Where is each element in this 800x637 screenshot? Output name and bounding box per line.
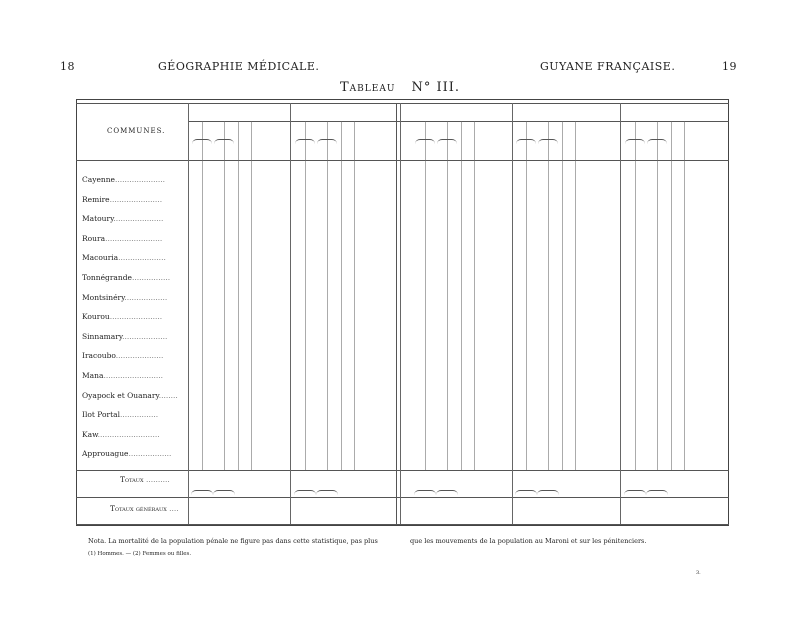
row-label <box>82 214 163 223</box>
nota-line-1a: Nota. La mortalité de la population pénale ne figure pas dans cette statistique, pas plus <box>88 537 378 545</box>
deces-brace <box>538 139 558 144</box>
communes-header: COMMUNES. <box>107 127 166 135</box>
leader-dots: ......................... <box>103 371 164 380</box>
sub-divider <box>684 121 685 470</box>
sub-divider <box>341 121 342 470</box>
total-brace <box>646 490 668 495</box>
row-label <box>82 312 162 321</box>
fold-rule <box>396 103 397 524</box>
row-label <box>82 253 166 262</box>
leader-dots: ...................... <box>109 312 163 322</box>
sub-divider <box>575 121 576 470</box>
footer-mark: 3. <box>696 570 701 576</box>
naissances-brace <box>192 139 212 144</box>
sub-divider <box>202 121 203 470</box>
total-brace <box>515 490 537 495</box>
commune-name: Sinnamary <box>82 331 123 341</box>
deces-brace <box>647 139 667 144</box>
year-divider <box>512 103 513 524</box>
naissances-brace <box>516 139 536 144</box>
leader-dots: .................. <box>128 449 172 459</box>
naissances-brace <box>295 139 315 144</box>
leader-dots: .... <box>166 504 179 513</box>
total-brace <box>624 490 646 495</box>
sub-divider <box>671 121 672 470</box>
leader-dots: ................ <box>120 410 159 420</box>
leader-dots: .................... <box>118 253 166 263</box>
commune-name: Remire <box>82 194 110 204</box>
sub-divider <box>461 121 462 470</box>
leader-dots: .......... <box>143 475 170 484</box>
leader-dots: ................ <box>131 273 171 282</box>
commune-name: Mana <box>82 371 104 380</box>
totaux-label <box>120 475 170 484</box>
table-bottom-rule <box>76 524 729 525</box>
sub-divider <box>354 121 355 470</box>
statistics-table <box>76 99 729 526</box>
sub-divider <box>238 121 239 470</box>
sub-divider <box>251 121 252 470</box>
running-title-left: GÉOGRAPHIE MÉDICALE. <box>158 60 320 73</box>
leader-dots: ........................ <box>105 233 163 243</box>
totaux-text: Totaux <box>120 475 144 484</box>
total-brace <box>414 490 436 495</box>
year-divider <box>290 103 291 524</box>
grand-totals-rule <box>76 497 729 498</box>
total-brace <box>537 490 559 495</box>
leader-dots: ..................... <box>113 214 164 224</box>
running-title-right: GUYANE FRANÇAISE. <box>540 60 676 73</box>
naissances-brace <box>625 139 645 144</box>
commune-name: Tonnégrande <box>82 273 132 282</box>
row-label <box>82 391 178 400</box>
commune-name: Roura <box>82 233 106 243</box>
naissances-brace <box>415 139 435 144</box>
sub-divider <box>425 121 426 470</box>
row-label <box>82 273 170 282</box>
row-label <box>82 175 165 184</box>
leader-dots: ...................... <box>109 194 163 204</box>
commune-name: Kaw <box>82 429 98 439</box>
table-title <box>0 80 800 95</box>
leader-dots: ................... <box>122 331 168 341</box>
row-label <box>82 351 163 360</box>
total-brace <box>213 490 235 495</box>
leader-dots: .................. <box>124 292 168 302</box>
year-divider <box>620 103 621 524</box>
deces-brace <box>437 139 457 144</box>
nota-line-2: (1) Hommes. — (2) Femmes ou filles. <box>88 551 192 557</box>
totals-rule <box>76 470 729 471</box>
deces-brace <box>317 139 337 144</box>
leader-dots: ..................... <box>115 175 166 184</box>
row-label <box>82 449 171 458</box>
communes-divider <box>188 103 189 524</box>
sub-divider <box>635 121 636 470</box>
sub-divider <box>657 121 658 470</box>
row-label <box>82 410 158 419</box>
commune-name: Ilot Portal <box>82 410 121 420</box>
total-brace <box>191 490 213 495</box>
commune-name: Macouria <box>82 253 119 263</box>
commune-name: Matoury <box>82 214 114 224</box>
sub-divider <box>526 121 527 470</box>
table-top-rule <box>76 103 729 104</box>
sub-divider <box>305 121 306 470</box>
deces-brace <box>214 139 234 144</box>
row-label <box>82 234 162 243</box>
page-number-right: 19 <box>722 60 737 73</box>
commune-name: Oyapock et Ouanary <box>82 390 159 400</box>
commune-name: Cayenne <box>82 175 115 184</box>
total-brace <box>316 490 338 495</box>
row-label <box>82 293 167 302</box>
sub-divider <box>548 121 549 470</box>
table-number: N° III. <box>411 80 460 95</box>
sub-divider <box>474 121 475 470</box>
sub-divider <box>562 121 563 470</box>
year-divider <box>400 103 401 524</box>
table-title-word: Tableau <box>340 80 396 95</box>
commune-name: Montsinéry <box>82 292 125 302</box>
header-bottom-rule <box>76 160 729 161</box>
leader-dots: ........ <box>158 390 178 400</box>
row-label <box>82 332 167 341</box>
sub-divider <box>224 121 225 470</box>
year-rule <box>188 121 729 122</box>
leader-dots: .................... <box>115 351 164 361</box>
leader-dots: .......................... <box>97 429 160 439</box>
commune-name: Kourou <box>82 312 110 322</box>
row-label <box>82 430 160 439</box>
totaux-generaux-label <box>110 504 179 513</box>
commune-name: Approuague <box>82 449 129 459</box>
total-brace <box>294 490 316 495</box>
row-label <box>82 371 163 380</box>
total-brace <box>436 490 458 495</box>
row-label <box>82 195 162 204</box>
sub-divider <box>327 121 328 470</box>
page-number-left: 18 <box>60 60 75 73</box>
commune-name: Iracoubo <box>82 351 116 361</box>
totaux-generaux-text: Totaux généraux <box>110 504 167 513</box>
sub-divider <box>447 121 448 470</box>
nota-line-1b: que les mouvements de la population au Maroni et sur les pénitenciers. <box>410 537 647 545</box>
